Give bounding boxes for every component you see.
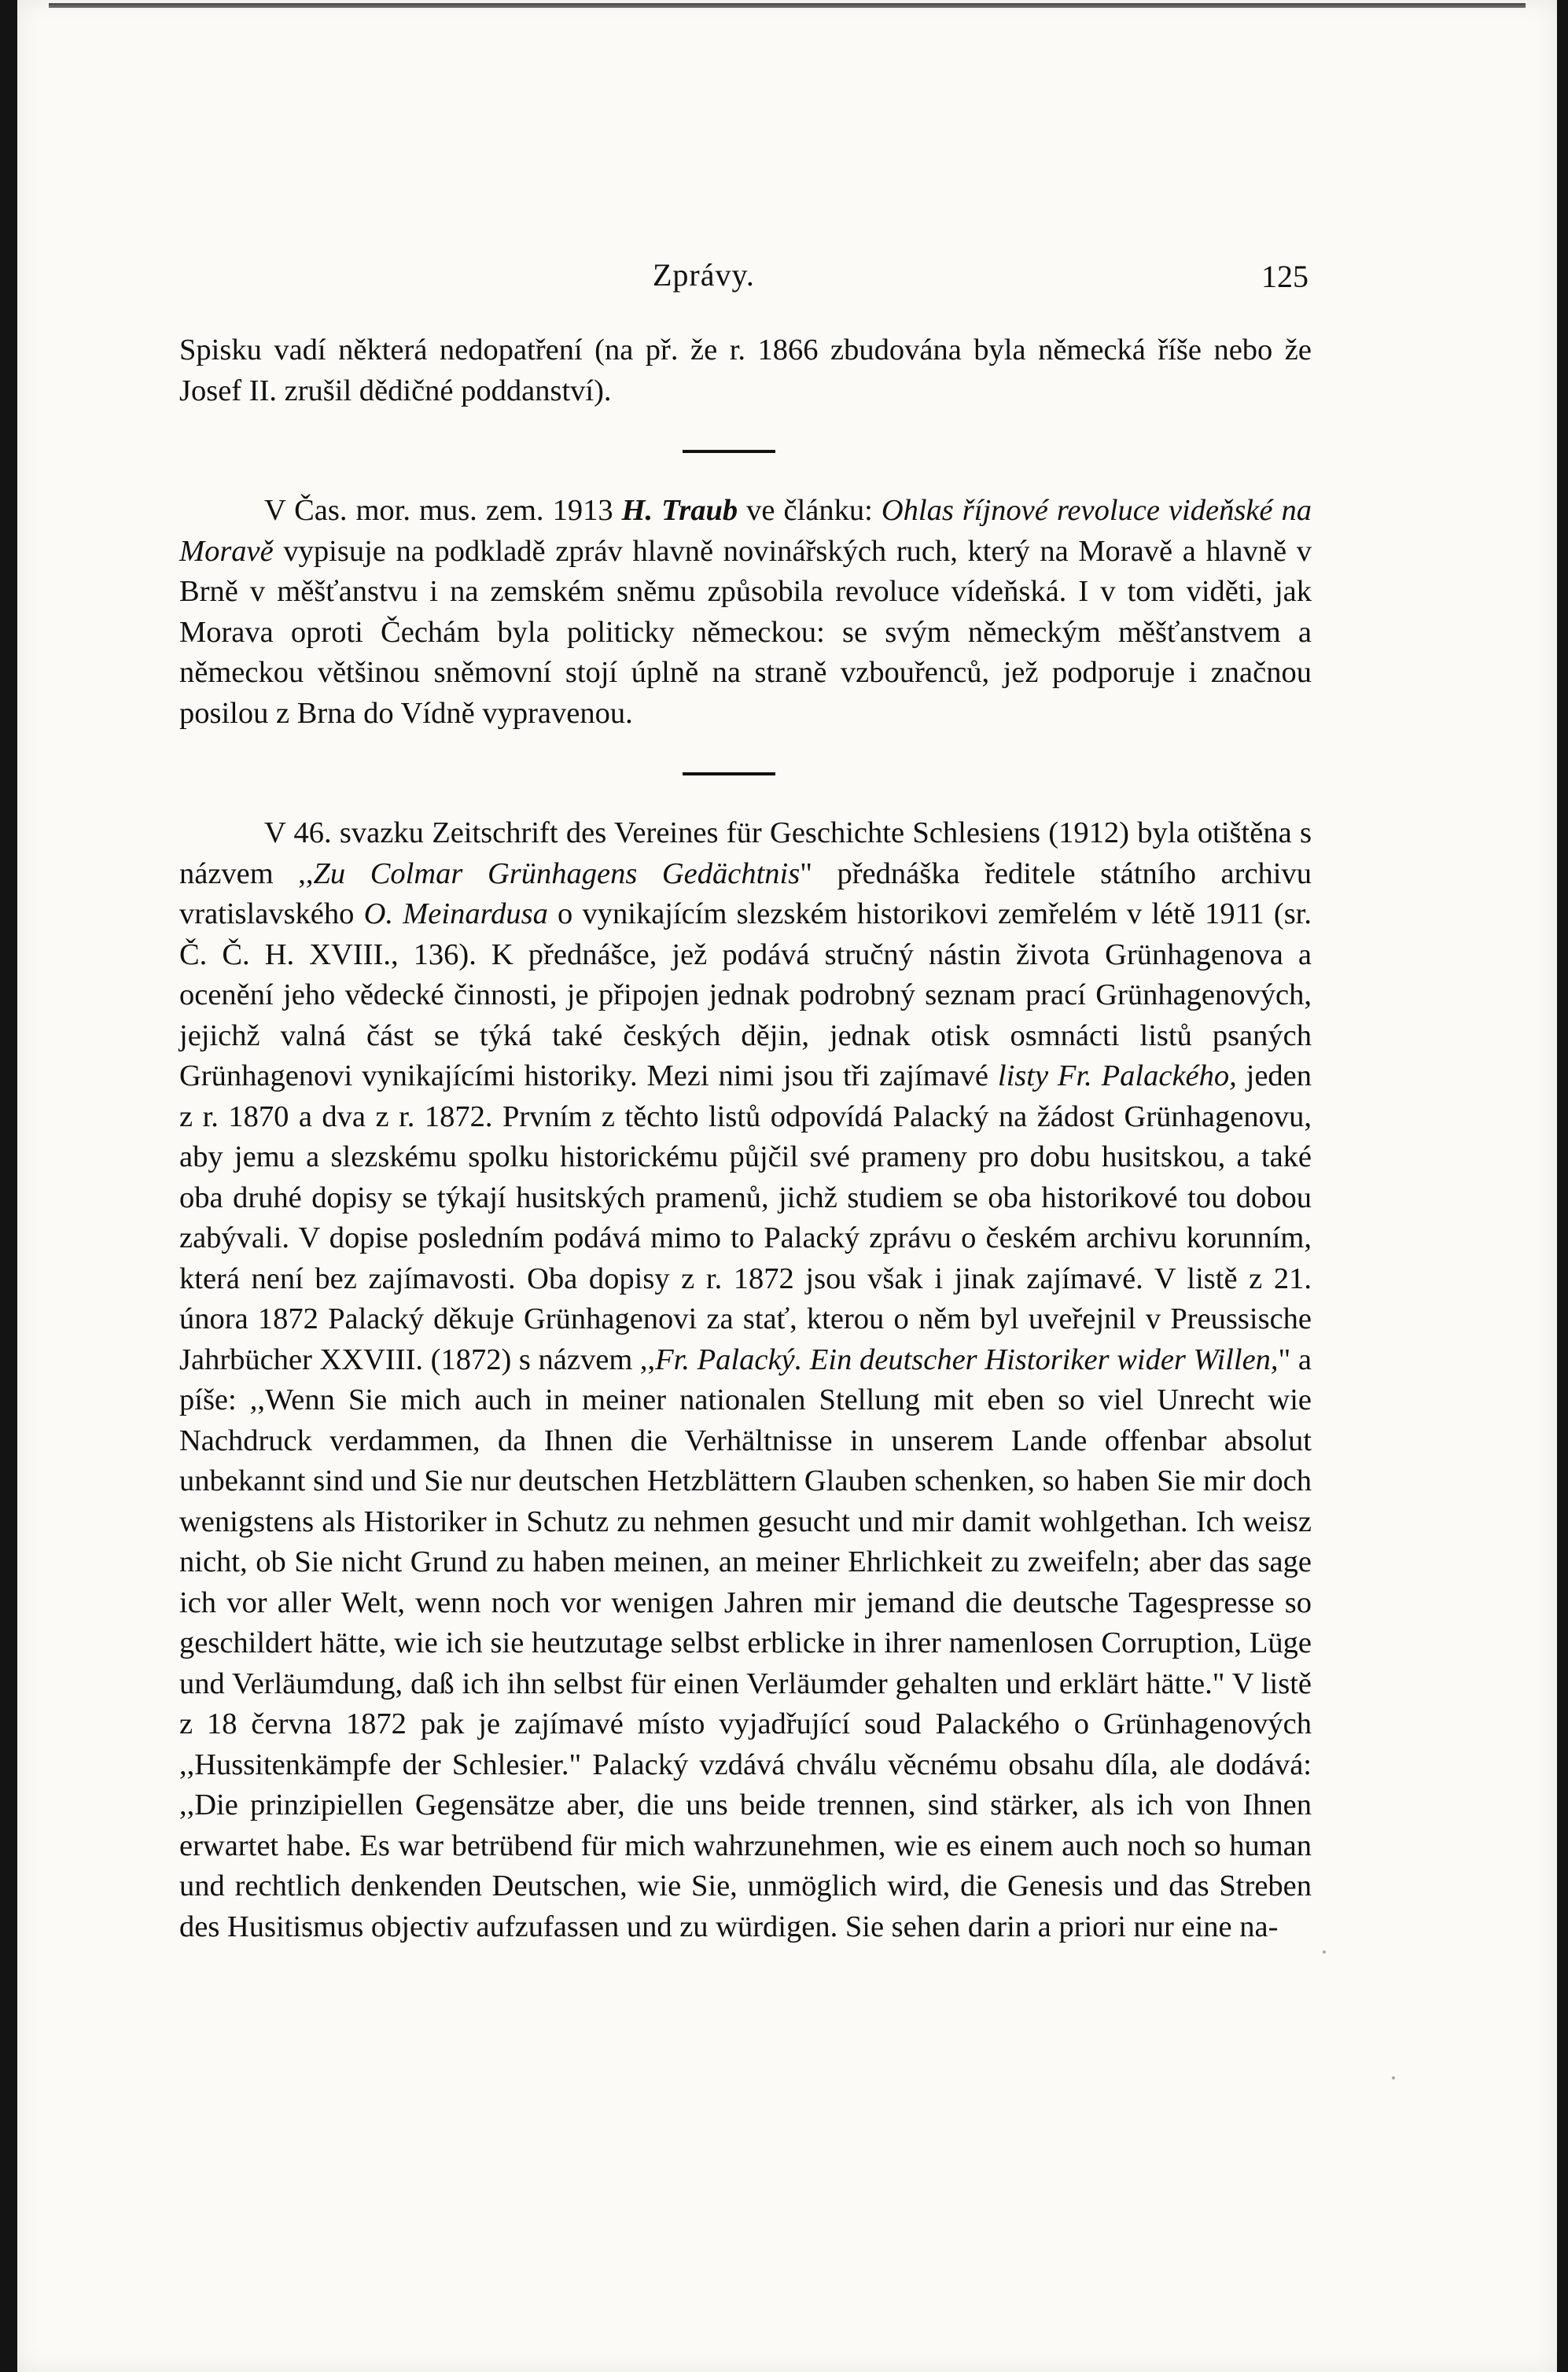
paragraph-3-segment: o vynikajícím slezském historikovi zemřelém v létě 1911 (sr. Č. Č. H. XVIII., 136). K přednášce, jež podává stručný nástin života Grünhagenova a ocenění jeho vědecké činnosti, je připojen jednak podrobný seznam prací Grünhagenových, jejichž valná část se týká také českých dějin, jednak otisk osmnácti listů psaných Grünhagenovi vynikajícími historiky. Mezi nimi jsou tři zajímavé xyxy=(179,897,1312,1092)
article-title: Ohlas říjnové revoluce videňské na Moravě xyxy=(179,494,1312,568)
paragraph-3-segment: " přednáška ředitele státního archivu vratislavského xyxy=(179,856,1312,930)
scan-speck xyxy=(1323,1950,1326,1954)
section-separator xyxy=(683,772,775,775)
essay-title: Fr. Palacký. Ein deutscher Historiker wider Willen, xyxy=(655,1343,1279,1376)
scan-speck xyxy=(1392,2076,1395,2079)
paragraph-3-segment: V 46. svazku Zeitschrift des Vereines für Geschichte Schlesiens (1912) byla otištěna s názvem ,, xyxy=(179,816,1312,890)
book-page xyxy=(17,0,1557,2372)
paragraph-3-segment: " a píše: ,,Wenn Sie mich auch in meiner nationalen Stellung mit eben so viel Unrecht wie Nachdruck verdammen, da Ihnen die Verhältnisse in unserem Lande offenbar absolut unbekannt sind und Sie nur deutschen Hetzblättern Glauben schenken, so haben Sie mir doch wenigstens als Historiker in Schutz zu nehmen gesucht und mir damit wohlgethan. Ich weisz nicht, ob Sie nicht Grund zu haben meinen, an meiner Ehrlichkeit zu zweifeln; aber das sage ich vor aller Welt, wenn noch vor wenigen Jahren mir jemand die deutsche Tagespresse so geschildert hätte, wie ich sie heutzutage selbst erblicke in ihrer namenlosen Corruption, Lüge und Verläumdung, daß ich ihn selbst für einen Verläumder gehalten und erklärt hätte." V listě z 18 června 1872 pak je zajímavé místo vyjadřující soud Palackého o Grünhagenových ,,Hussitenkämpfe der Schlesier." Palacký vzdává chválu věcnému obsahu díla, ale dodává: ,,Die prinzipiellen Gegensätze aber, die uns beide trennen, sind stärker, als ich von Ihnen erwartet habe. Es war betrübend für mich wahrzunehmen, wie es einem auch noch so human und rechtlich denkenden Deutschen, wie Sie, unmöglich wird, die Genesis und das Streben des Husitismus objectiv aufzufassen und zu würdigen. Sie sehen darin a priori nur eine na- xyxy=(179,1343,1312,1943)
section-separator xyxy=(683,450,775,453)
paragraph-2-segment: V Čas. mor. mus. zem. 1913 xyxy=(264,494,622,527)
page-header xyxy=(17,256,1557,304)
paragraph-3 xyxy=(179,813,1312,1947)
paragraph-1-segment: Spisku vadí některá nedopatření (na př. že r. 1866 zbudována byla německá říše nebo že Josef II. zrušil dědičné poddanství). xyxy=(179,333,1312,407)
running-title: Zprávy. xyxy=(653,257,755,293)
author-name: O. Meinardusa xyxy=(363,897,548,930)
body-text xyxy=(179,330,1312,1947)
page-number: 125 xyxy=(1261,259,1309,294)
paragraph-2-segment: vypisuje na podkladě zpráv hlavně novinářských ruch, který na Moravě a hlavně v Brně v měšťanstvu i na zemském sněmu způsobila revoluce vídeňská. I v tom viděti, jak Morava oproti Čechám byla politicky německou: se svým německým měšťanstvem a německou většinou sněmovní stojí úplně na straně vzbouřenců, jež podporuje i značnou posilou z Brna do Vídně vypravenou. xyxy=(179,534,1312,730)
paragraph-3-segment: jeden z r. 1870 a dva z r. 1872. Prvním z těchto listů odpovídá Palacký na žádost Grünhagenovu, aby jemu a slezskému spolku historickému půjčil své prameny pro dobu husitskou, a také oba druhé dopisy se týkají husitských pramenů, jichž studiem se oba historikové tou dobou zabývali. V dopise posledním podává mimo to Palacký zprávu o českém archivu korunním, která není bez zajímavosti. Oba dopisy z r. 1872 jsou však i jinak zajímavé. V listě z 21. února 1872 Palacký děkuje Grünhagenovi za stať, kterou o něm byl uveřejnil v Preussische Jahrbücher XXVIII. (1872) s názvem ,, xyxy=(179,1059,1312,1376)
paragraph-1 xyxy=(179,330,1312,411)
author-name: H. Traub xyxy=(621,494,738,527)
lecture-title: Zu Colmar Grünhagens Gedächtnis xyxy=(313,856,801,890)
letters-title: listy Fr. Palackého, xyxy=(997,1059,1237,1092)
page-top-edge xyxy=(49,3,1526,8)
paragraph-2-segment: ve článku: xyxy=(738,494,882,527)
paragraph-2 xyxy=(179,491,1312,734)
